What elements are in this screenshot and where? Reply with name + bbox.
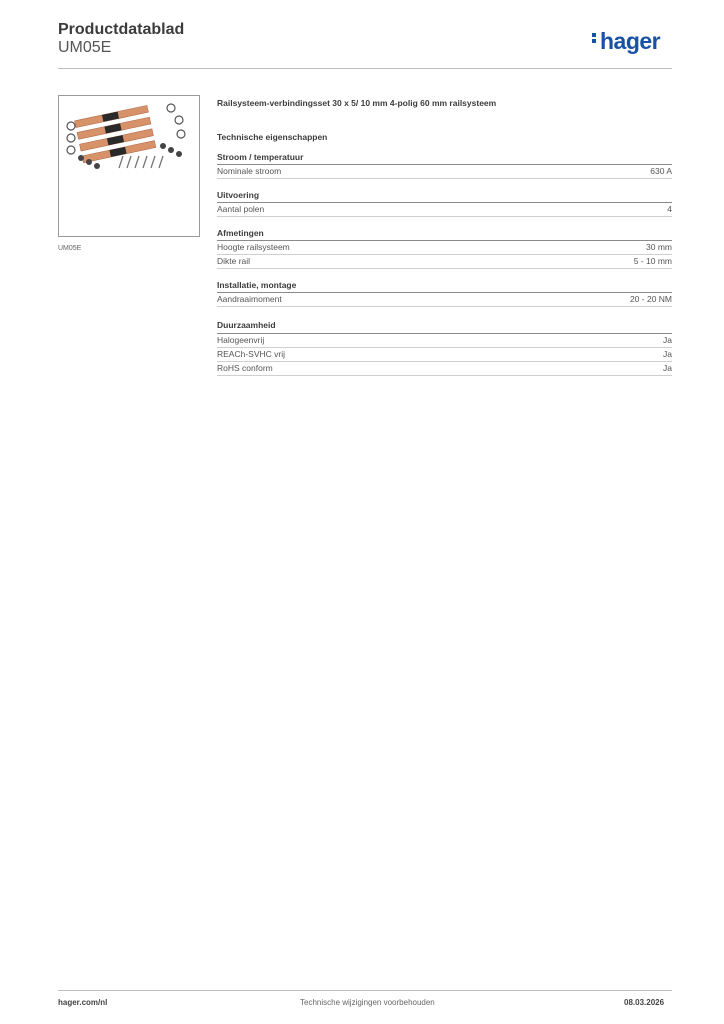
spec-section <box>217 152 672 179</box>
spec-value: Ja <box>663 335 672 345</box>
spec-label: Aantal polen <box>217 204 265 214</box>
spec-label: Hoogte railsysteem <box>217 242 290 252</box>
spec-label: RoHS conform <box>217 363 273 373</box>
spec-value: 5 - 10 mm <box>633 256 672 266</box>
busbar-kit-illustration <box>59 96 199 236</box>
spec-value: 20 - 20 NM <box>629 294 672 304</box>
footer-date: 08.03.2026 <box>624 998 665 1007</box>
spec-row <box>217 255 672 269</box>
spec-label: Dikte rail <box>217 256 251 266</box>
spec-section <box>217 228 672 269</box>
spec-column <box>217 96 672 376</box>
spec-value: 630 A <box>650 166 672 176</box>
image-caption: UM05E <box>58 245 82 252</box>
logo-text: hager <box>600 28 661 54</box>
section-title: Uitvoering <box>217 190 672 203</box>
spec-section <box>217 318 672 376</box>
spec-row <box>217 334 672 348</box>
tech-properties-heading: Technische eigenschappen <box>217 132 328 142</box>
spec-row <box>217 348 672 362</box>
product-image <box>58 95 200 237</box>
spec-row <box>217 241 672 255</box>
spec-section <box>217 280 672 307</box>
spec-value: Ja <box>663 363 672 373</box>
product-description: Railsysteem-verbindingsset 30 x 5/ 10 mm 4-polig 60 mm railsysteem <box>217 98 497 108</box>
spec-label: Aandraaimoment <box>217 294 282 304</box>
spec-section <box>217 190 672 217</box>
spec-row <box>217 203 672 217</box>
section-title: Duurzaamheid <box>217 318 672 334</box>
footer-divider <box>58 990 672 991</box>
spec-label: Nominale stroom <box>217 166 282 176</box>
spec-row <box>217 293 672 307</box>
header-divider <box>58 68 672 69</box>
footer-notice: Technische wijzigingen voorbehouden <box>300 998 435 1007</box>
section-title: Stroom / temperatuur <box>217 152 672 165</box>
product-code: UM05E <box>58 39 112 56</box>
hager-logo <box>592 28 660 55</box>
footer-website: hager.com/nl <box>58 998 108 1007</box>
section-title: Afmetingen <box>217 228 672 241</box>
spec-row <box>217 165 672 179</box>
spec-value: Ja <box>663 349 672 359</box>
section-title: Installatie, montage <box>217 280 672 293</box>
logo-dots-icon <box>592 31 597 45</box>
spec-value: 30 mm <box>646 242 672 252</box>
page-title: Productdatablad <box>58 21 185 38</box>
spec-label: Halogeenvrij <box>217 335 265 345</box>
spec-label: REACh-SVHC vrij <box>217 349 286 359</box>
spec-value: 4 <box>667 204 672 214</box>
spec-row <box>217 362 672 376</box>
